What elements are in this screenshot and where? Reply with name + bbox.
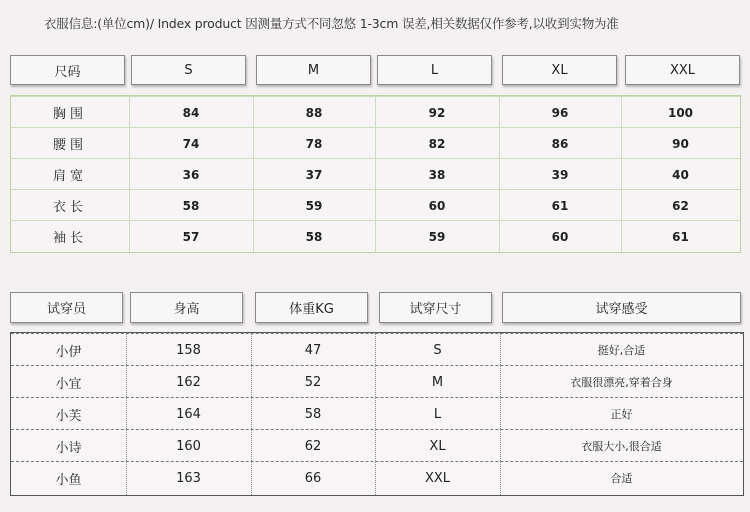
size-header-xl: XL (502, 55, 617, 85)
size-note: 衣服信息:(单位cm)/ Index product 因测量方式不同忽悠 1-3cm 误差,相关数据仅作参考,以收到实物为准 (44, 16, 619, 31)
size-value: 60 (551, 229, 569, 244)
model-weight: 66 (304, 470, 322, 486)
model-height: 160 (176, 438, 201, 454)
model-size: XL (429, 438, 446, 454)
size-value: 59 (305, 198, 323, 213)
model-size: S (433, 342, 442, 358)
model-weight: 58 (304, 406, 322, 422)
model-size: L (433, 406, 442, 422)
model-height: 164 (176, 406, 201, 422)
size-header-m: M (256, 55, 371, 85)
size-value: 88 (305, 105, 323, 120)
size-row-waist (11, 127, 740, 159)
size-value: 60 (428, 198, 446, 213)
row-label: 肩宽 (52, 169, 87, 184)
size-value: 38 (428, 167, 446, 182)
fit-row (11, 397, 743, 430)
size-value: 39 (551, 167, 569, 182)
size-value: 82 (428, 136, 446, 151)
fit-row (11, 461, 743, 494)
size-header-l: L (377, 55, 492, 85)
fit-header-size: 试穿尺寸 (379, 292, 492, 323)
model-weight: 47 (304, 342, 322, 358)
model-name: 小诗 (55, 440, 82, 456)
row-label: 袖长 (52, 231, 87, 246)
fit-table (10, 332, 744, 496)
model-size: XXL (424, 470, 451, 486)
model-feedback: 挺好,合适 (597, 344, 646, 357)
fit-header-height: 身高 (130, 292, 243, 323)
fit-header-weight: 体重KG (255, 292, 368, 323)
size-row-sleeve (11, 220, 740, 252)
size-value: 90 (672, 136, 689, 151)
size-value: 86 (551, 136, 569, 151)
model-name: 小宜 (55, 376, 82, 392)
model-height: 162 (176, 374, 201, 390)
size-header-xxl: XXL (625, 55, 740, 85)
size-value: 92 (428, 105, 446, 120)
model-size: M (431, 374, 444, 390)
row-label: 衣长 (52, 200, 87, 215)
size-value: 36 (182, 167, 200, 182)
size-table (10, 95, 741, 253)
size-value: 100 (667, 105, 694, 120)
size-header-s: S (131, 55, 246, 85)
model-height: 158 (176, 342, 201, 358)
model-name: 小芙 (55, 408, 82, 424)
size-value: 58 (305, 229, 323, 244)
size-value: 84 (182, 105, 200, 120)
row-label: 腰围 (52, 138, 87, 153)
fit-header-model: 试穿员 (10, 292, 123, 323)
model-feedback: 合适 (610, 472, 633, 485)
size-value: 58 (182, 198, 200, 213)
size-value: 40 (672, 167, 689, 182)
size-value: 37 (305, 167, 323, 182)
size-value: 74 (182, 136, 200, 151)
model-feedback: 衣服很漂亮,穿着合身 (570, 376, 673, 389)
size-value: 96 (551, 105, 569, 120)
size-value: 62 (672, 198, 689, 213)
model-weight: 62 (304, 438, 322, 454)
model-weight: 52 (304, 374, 322, 390)
fit-row (11, 333, 743, 366)
size-row-length (11, 189, 740, 221)
fit-header-feedback: 试穿感受 (502, 292, 741, 323)
fit-row (11, 365, 743, 398)
model-height: 163 (176, 470, 201, 486)
model-name: 小鱼 (55, 472, 82, 488)
size-value: 61 (672, 229, 689, 244)
size-value: 61 (551, 198, 569, 213)
model-feedback: 正好 (610, 408, 633, 421)
size-row-shoulder (11, 158, 740, 190)
size-header-label: 尺码 (10, 55, 125, 85)
size-value: 59 (428, 229, 446, 244)
size-value: 78 (305, 136, 323, 151)
size-value: 57 (182, 229, 200, 244)
size-row-chest (11, 96, 740, 128)
model-feedback: 衣服大小,很合适 (581, 440, 662, 453)
row-label: 胸围 (52, 107, 87, 122)
model-name: 小伊 (55, 344, 82, 360)
fit-row (11, 429, 743, 462)
